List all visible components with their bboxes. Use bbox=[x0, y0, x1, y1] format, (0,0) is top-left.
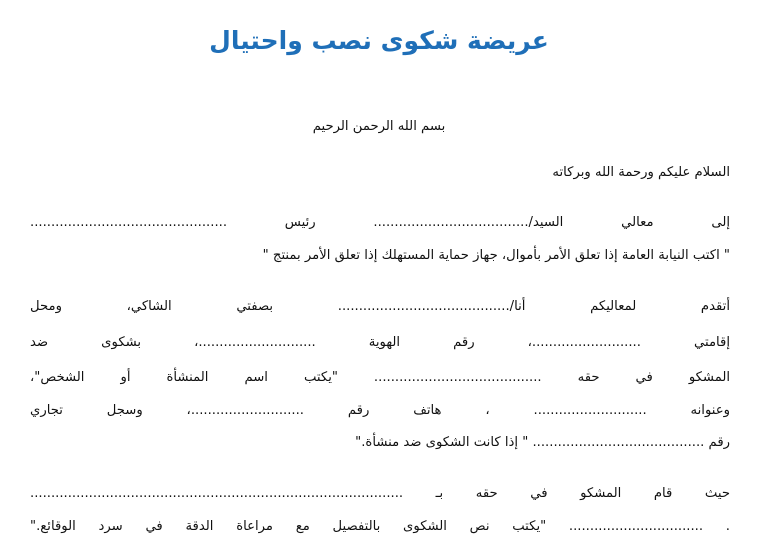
complaint-details-line: . ................................ "يكتب نص الشكوى بالتفصيل مع مراعاة الدقة في سرد الوقائع." bbox=[30, 519, 730, 534]
respondent-line: المشكو في حقه ........................................ "يكتب اسم المنشأة أو الشخص"، bbox=[30, 370, 730, 385]
recipient-line: إلى معالي السيد/..................................... رئيس ............................................... bbox=[30, 215, 730, 230]
recipient-note: " اكتب النيابة العامة إذا تعلق الأمر بأموال، جهاز حماية المستهلك إذا تعلق الأمر بمنتج " bbox=[262, 248, 730, 263]
address-line: وعنوانه ........................... ، هاتف رقم ...........................، وسجل تجاري bbox=[30, 403, 730, 418]
registration-line: رقم ......................................... " إذا كانت الشكوى ضد منشأة." bbox=[355, 435, 730, 450]
residence-line: إقامتي ..........................، رقم الهوية ............................، بشكوى ضد bbox=[30, 335, 730, 350]
document-title: عريضة شكوى نصب واحتيال bbox=[209, 26, 549, 55]
complainant-line: أتقدم لمعاليكم أنا/......................................... بصفتي الشاكي، ومحل bbox=[30, 299, 730, 314]
complaint-line: حيث قام المشكو في حقه بـ ......................................................................................... bbox=[30, 486, 730, 501]
greeting: السلام عليكم ورحمة الله وبركاته bbox=[552, 165, 730, 180]
basmala: بسم الله الرحمن الرحيم bbox=[312, 119, 446, 134]
